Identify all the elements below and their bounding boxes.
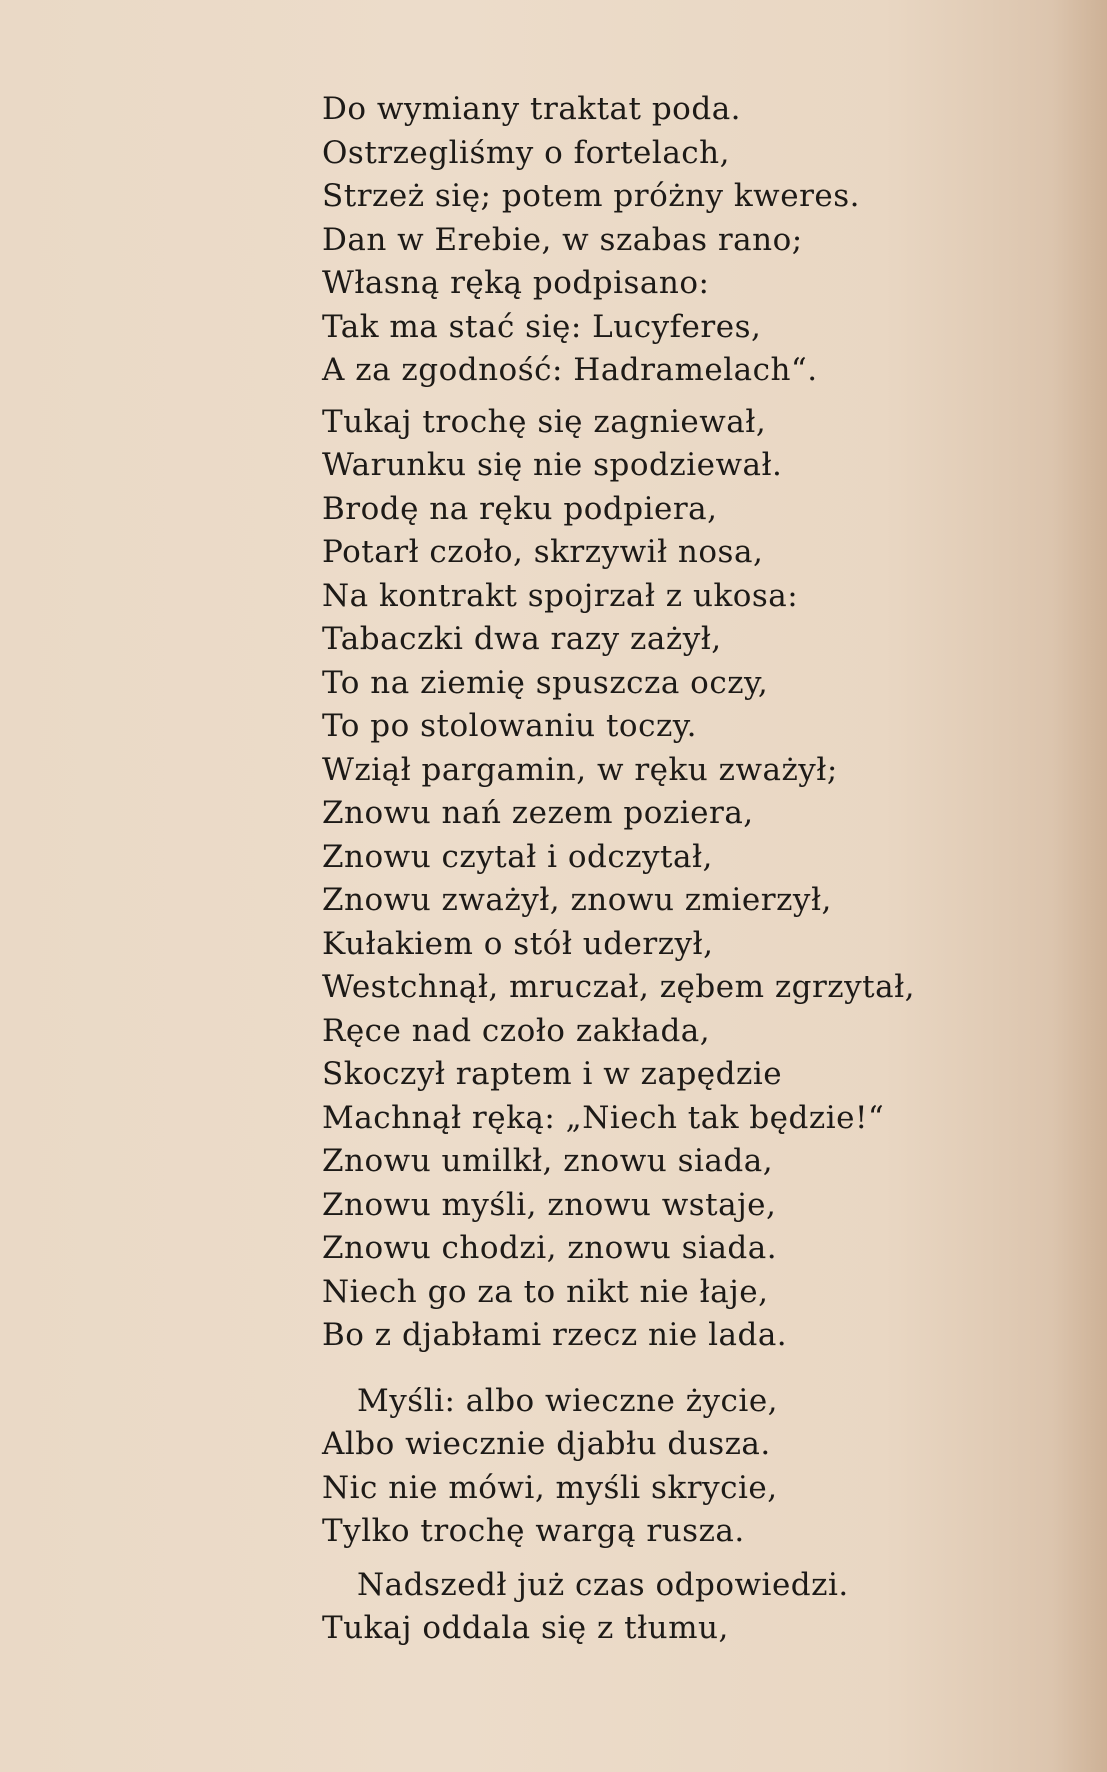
poem-line: Znowu umilkł, znowu siada, bbox=[322, 1143, 774, 1179]
poem-line: Na kontrakt spojrzał z ukosa: bbox=[322, 577, 799, 614]
poem-line: Znowu chodzi, znowu siada. bbox=[322, 1230, 778, 1266]
poem-line: Wziął pargamin, w ręku zważył; bbox=[322, 751, 838, 788]
poem-line: Znowu zważył, znowu zmierzył, bbox=[322, 882, 832, 918]
stanza-2 bbox=[322, 401, 1042, 1358]
poem-line: Machnął ręką: „Niech tak będzie!“ bbox=[322, 1099, 885, 1136]
poem-line: Kułakiem o stół uderzył, bbox=[322, 925, 714, 962]
poem-line: Niech go za to nikt nie łaje, bbox=[322, 1273, 769, 1310]
poem-line: Ręce nad czoło zakłada, bbox=[322, 1012, 711, 1049]
poem-line: Skoczył raptem i w zapędzie bbox=[322, 1056, 783, 1092]
stanza-1 bbox=[322, 88, 1042, 393]
poem-text bbox=[322, 88, 1042, 1651]
poem-line: Znowu nań zezem poziera, bbox=[322, 795, 754, 831]
poem-line: Tylko trochę wargą rusza. bbox=[322, 1513, 745, 1549]
poem-line: Znowu myśli, znowu wstaje, bbox=[322, 1186, 777, 1223]
poem-line: Potarł czoło, skrzywił nosa, bbox=[322, 534, 764, 570]
stanza-gap bbox=[322, 1358, 1042, 1380]
poem-line: Nic nie mówi, myśli skrycie, bbox=[322, 1469, 778, 1506]
poem-line: Nadszedł już czas odpowiedzi. bbox=[357, 1566, 849, 1603]
poem-line: Brodę na ręku podpiera, bbox=[322, 490, 718, 527]
poem-line: Tukaj oddala się z tłumu, bbox=[322, 1610, 729, 1646]
poem-line: A za zgodność: Hadramelach“. bbox=[322, 352, 818, 388]
poem-line: Strzeż się; potem próżny kweres. bbox=[322, 178, 860, 214]
poem-line: To po stolowaniu toczy. bbox=[322, 708, 698, 744]
poem-line: Znowu czytał i odczytał, bbox=[322, 838, 713, 875]
poem-line: Tukaj trochę się zagniewał, bbox=[322, 403, 767, 440]
poem-line: Warunku się nie spodziewał. bbox=[322, 447, 783, 483]
poem-line: Albo wiecznie djabłu dusza. bbox=[322, 1426, 771, 1462]
stanza-3 bbox=[322, 1380, 1042, 1554]
poem-line: Tak ma stać się: Lucyferes, bbox=[322, 308, 762, 345]
stanza-gap bbox=[322, 393, 1042, 401]
poem-line: Własną ręką podpisano: bbox=[322, 265, 710, 301]
poem-line: Bo z djabłami rzecz nie lada. bbox=[322, 1317, 788, 1353]
poem-line: Westchnął, mruczał, zębem zgrzytał, bbox=[322, 969, 915, 1005]
poem-line: Tabaczki dwa razy zażył, bbox=[322, 621, 722, 657]
stanza-gap bbox=[322, 1554, 1042, 1564]
stanza-4 bbox=[322, 1564, 1042, 1651]
poem-line: Myśli: albo wieczne życie, bbox=[357, 1382, 779, 1419]
poem-line: Dan w Erebie, w szabas rano; bbox=[322, 221, 803, 258]
poem-line: Do wymiany traktat poda. bbox=[322, 91, 742, 127]
poem-line: To na ziemię spuszcza oczy, bbox=[322, 664, 769, 701]
poem-line: Ostrzegliśmy o fortelach, bbox=[322, 134, 730, 171]
